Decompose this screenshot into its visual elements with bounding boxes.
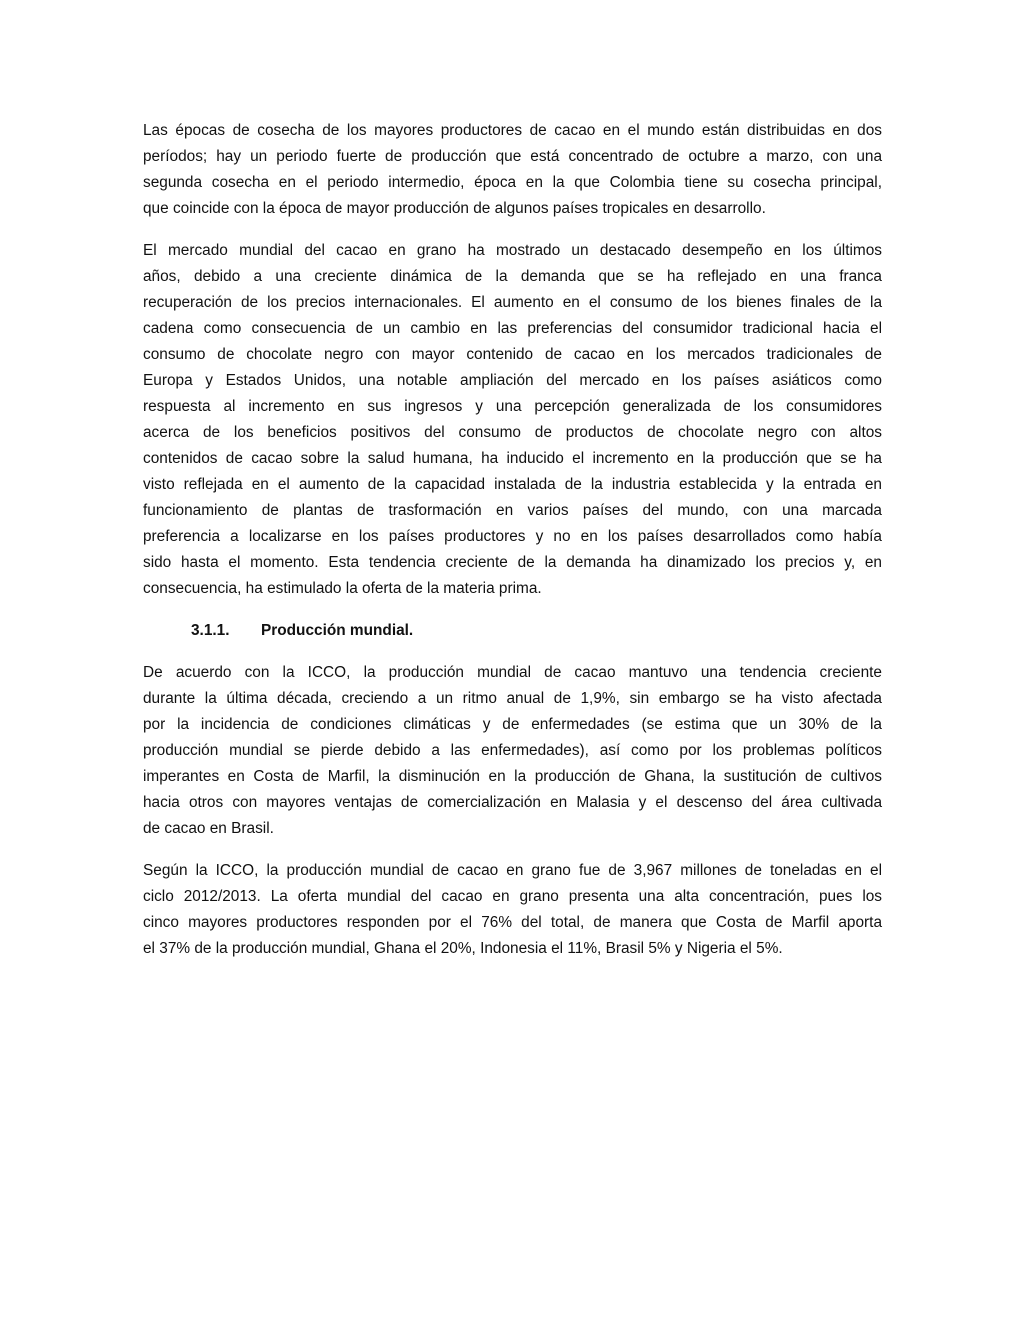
text-line: De acuerdo con la ICCO, la producción mundial de cacao mantuvo una tendencia creciente — [143, 664, 882, 681]
text-line: segunda cosecha en el periodo intermedio, época en la que Colombia tiene su cosecha principal, — [143, 174, 882, 191]
text-line: El mercado mundial del cacao en grano ha mostrado un destacado desempeño en los últimos — [143, 242, 882, 259]
paragraph — [143, 660, 882, 842]
section-intro — [143, 118, 882, 602]
text-line: cinco mayores productores responden por el 76% del total, de manera que Costa de Marfil aporta — [143, 914, 882, 931]
text-line: períodos; hay un periodo fuerte de producción que está concentrado de octubre a marzo, con una — [143, 148, 882, 165]
text-line: preferencia a localizarse en los países productores y no en los países desarrollados como había — [143, 528, 882, 545]
paragraph — [143, 118, 882, 222]
text-line: visto reflejada en el aumento de la capacidad instalada de la industria establecida y la entrada en — [143, 476, 882, 493]
text-line: que coincide con la época de mayor producción de algunos países tropicales en desarrollo. — [143, 200, 766, 217]
text-line: años, debido a una creciente dinámica de la demanda que se ha reflejado en una franca — [143, 268, 882, 285]
text-line: producción mundial se pierde debido a las enfermedades), así como por los problemas políticos — [143, 742, 882, 759]
text-line: Las épocas de cosecha de los mayores productores de cacao en el mundo están distribuidas en dos — [143, 122, 882, 139]
section-heading — [191, 618, 882, 644]
text-line: respuesta al incremento en sus ingresos y una percepción generalizada de los consumidores — [143, 398, 882, 415]
section-body — [143, 660, 882, 962]
paragraph — [143, 858, 882, 962]
text-line: funcionamiento de plantas de trasformación en varios países del mundo, con una marcada — [143, 502, 882, 519]
section-number: 3.1.1. — [191, 622, 230, 639]
paragraph — [143, 238, 882, 602]
text-line: imperantes en Costa de Marfil, la disminución en la producción de Ghana, la sustitución de cultivos — [143, 768, 882, 785]
text-line: Europa y Estados Unidos, una notable ampliación del mercado en los países asiáticos como — [143, 372, 882, 389]
text-line: ciclo 2012/2013. La oferta mundial del cacao en grano presenta una alta concentración, pues los — [143, 888, 882, 905]
text-line: por la incidencia de condiciones climáticas y de enfermedades (se estima que un 30% de la — [143, 716, 882, 733]
text-line: cadena como consecuencia de un cambio en las preferencias del consumidor tradicional hacia el — [143, 320, 882, 337]
text-line: recuperación de los precios internacionales. El aumento en el consumo de los bienes finales de la — [143, 294, 882, 311]
document-page — [143, 118, 882, 978]
text-line: el 37% de la producción mundial, Ghana el 20%, Indonesia el 11%, Brasil 5% y Nigeria el 5%. — [143, 940, 783, 957]
section-title: Producción mundial. — [261, 622, 414, 639]
text-line: durante la última década, creciendo a un ritmo anual de 1,9%, sin embargo se ha visto afectada — [143, 690, 882, 707]
text-line: acerca de los beneficios positivos del consumo de productos de chocolate negro con altos — [143, 424, 882, 441]
text-line: sido hasta el momento. Esta tendencia creciente de la demanda ha dinamizado los precios y, en — [143, 554, 882, 571]
text-line: contenidos de cacao sobre la salud humana, ha inducido el incremento en la producción que se ha — [143, 450, 882, 467]
text-line: de cacao en Brasil. — [143, 820, 274, 837]
text-line: hacia otros con mayores ventajas de comercialización en Malasia y el descenso del área cultivada — [143, 794, 882, 811]
text-line: consecuencia, ha estimulado la oferta de la materia prima. — [143, 580, 542, 597]
text-line: consumo de chocolate negro con mayor contenido de cacao en los mercados tradicionales de — [143, 346, 882, 363]
text-line: Según la ICCO, la producción mundial de cacao en grano fue de 3,967 millones de toneladas en el — [143, 862, 882, 879]
